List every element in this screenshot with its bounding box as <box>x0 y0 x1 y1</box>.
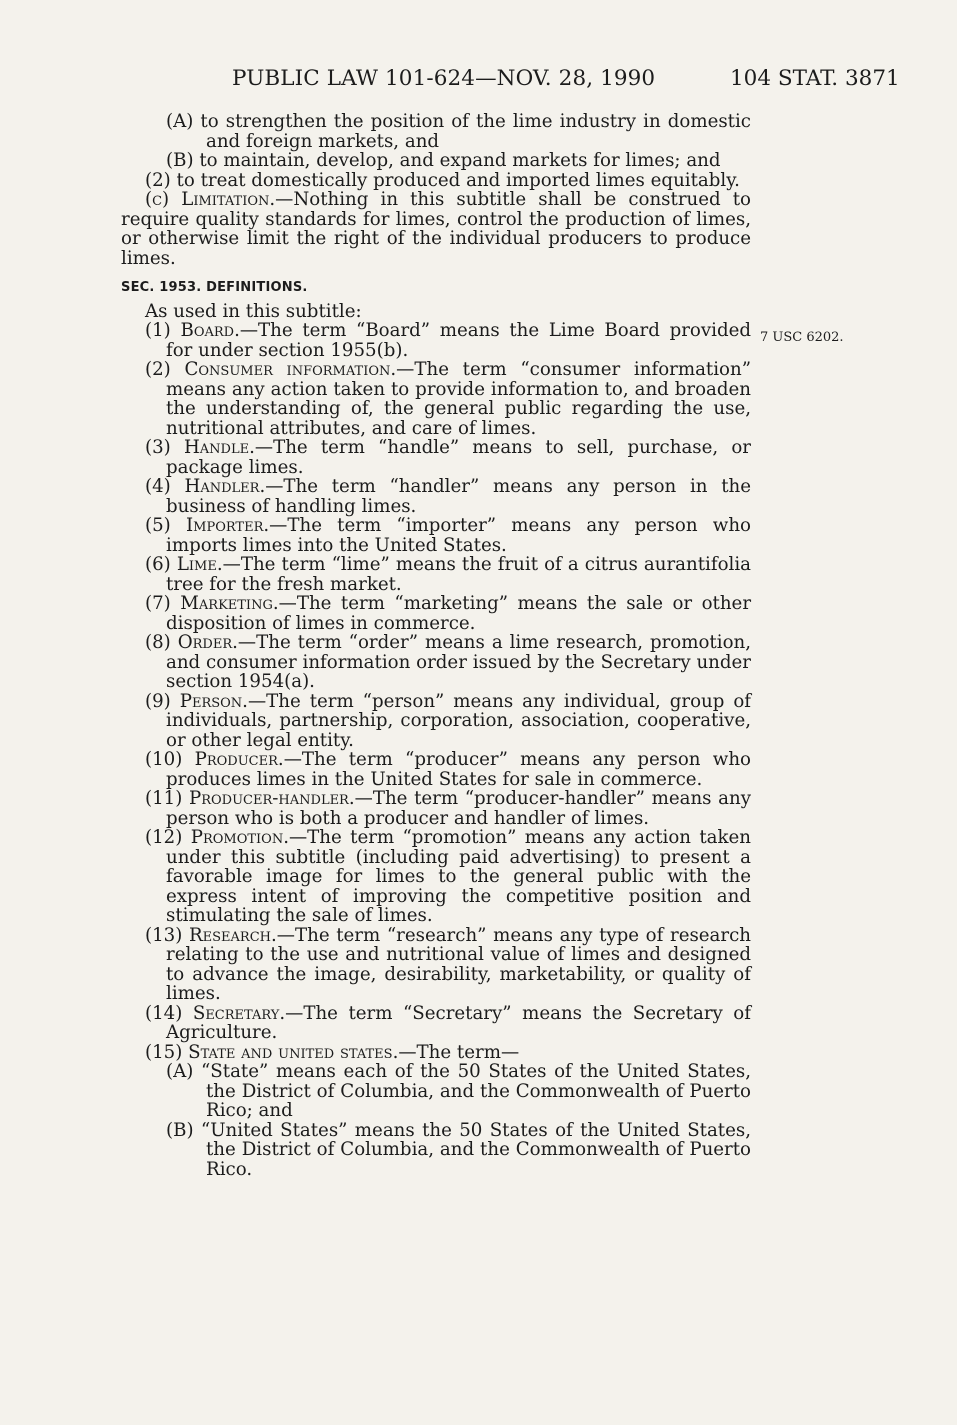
state-subitem-b: (B) “United States” means the 50 States of the United States, the District of Columbia, and the Commonwealth of Puerto Rico. <box>166 1119 751 1180</box>
definition-item: (4) Handler.—The term “handler” means any person in the business of handling limes. <box>145 476 751 517</box>
running-head: PUBLIC LAW 101-624—NOV. 28, 1990 <box>232 66 656 91</box>
definition-item: (5) Importer.—The term “importer” means any person who imports limes into the United States. <box>145 515 751 556</box>
stat-citation: 104 STAT. 3871 <box>730 66 900 91</box>
definition-item: (10) Producer.—The term “producer” means any person who produces limes in the United States for sale in commerce. <box>145 749 752 790</box>
definition-item: (13) Research.—The term “research” means any type of research relating to the use and nutritional value of limes and designed to advance the image, desirability, marketability, or quality of limes. <box>145 924 751 1004</box>
definition-item: (7) Marketing.—The term “marketing” means the sale or other disposition of limes in commerce. <box>145 593 752 634</box>
definition-item: (11) Producer-handler.—The term “producer-handler” means any person who is both a producer and handler of limes. <box>145 788 751 829</box>
limitation-label: (c) Limitation. <box>145 189 276 210</box>
definition-item: (8) Order.—The term “order” means a lime research, promotion, and consumer information order issued by the Secretary under section 1954(a). <box>145 632 752 692</box>
state-subitem-a: (A) “State” means each of the 50 States of the United States, the District of Columbia, and the Commonwealth of Puerto Rico; and <box>166 1061 751 1121</box>
definition-item: (14) Secretary.—The term “Secretary” means the Secretary of Agriculture. <box>145 1002 751 1043</box>
definition-item: (3) Handle.—The term “handle” means to sell, purchase, or package limes. <box>145 437 751 478</box>
margin-note-usc: 7 USC 6202. <box>760 330 844 345</box>
limitation-paragraph <box>121 190 751 268</box>
definition-item: (1) Board.—The term “Board” means the Lime Board provided for under section 1955(b). <box>145 320 751 361</box>
page-header <box>0 66 957 98</box>
limitation-text: —Nothing in this subtitle shall be construed to require quality standards for limes, control the production of limes, or otherwise limit the right of the individual producers to produce limes. <box>121 189 751 269</box>
section-intro: As used in this subtitle: <box>145 300 362 322</box>
purpose-item-b: (B) to maintain, develop, and expand markets for limes; and <box>166 150 721 171</box>
section-heading: SEC. 1953. DEFINITIONS. <box>121 280 308 295</box>
purpose-item-2: (2) to treat domestically produced and imported limes equitably. <box>145 169 740 191</box>
body-text <box>121 112 751 1179</box>
purpose-item-a: (A) to strengthen the position of the lime industry in domestic and foreign markets, and <box>166 111 751 152</box>
definition-item: (2) Consumer information.—The term “consumer information” means any action taken to provide information to, and broaden the understanding of, the general public regarding the use, nutritional attributes, and care of limes. <box>145 359 752 439</box>
definition-item: (9) Person.—The term “person” means any individual, group of individuals, partnership, corporation, association, cooperative, or other legal entity. <box>145 690 752 751</box>
definition-item: (6) Lime.—The term “lime” means the fruit of a citrus aurantifolia tree for the fresh market. <box>145 554 751 595</box>
definition-item: (15) State and united states.—The term— <box>145 1041 520 1063</box>
definition-item: (12) Promotion.—The term “promotion” means any action taken under this subtitle (including paid advertising) to present a favorable image for limes to the general public with the express intent of improving the competitive position and stimulating the sale of limes. <box>145 827 752 926</box>
